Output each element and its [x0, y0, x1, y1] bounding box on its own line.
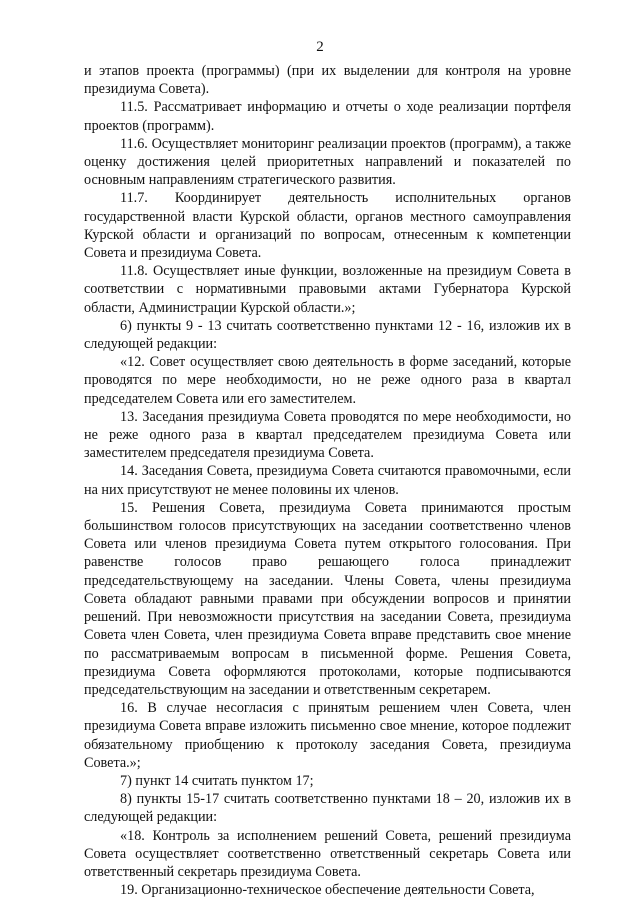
paragraph-11-6: 11.6. Осуществляет мониторинг реализации проектов (программ), а также оценку достижения целей приоритетных направлений и показателей по основным направлениям стратегического развития. [84, 135, 571, 189]
paragraph-19: 19. Организационно-техническое обеспечение деятельности Совета, [120, 882, 535, 899]
paragraph-14: 14. Заседания Совета, президиума Совета считаются правомочными, если на них присутствуют не менее половины их членов. [84, 463, 571, 498]
paragraph-12: «12. Совет осуществляет свою деятельность в форме заседаний, которые проводятся по мере необходимости, но не реже одного раза в квартал председателем Совета или его заместителем. [84, 354, 571, 407]
paragraph-item-7: 7) пункт 14 считать пунктом 17; [120, 772, 314, 789]
paragraph-11-7: 11.7. Координирует деятельность исполнительных органов государственной власти Курской области, органов местного самоуправления Курской области и организаций по вопросам, отнесенным к компетенции Совета и президиума Совета. [84, 190, 571, 262]
document-body [84, 62, 571, 899]
paragraph-13: 13. Заседания президиума Совета проводятся по мере необходимости, но не реже одного раза в квартал председателем президиума Совета или заместителем председателя президиума Совета. [84, 408, 571, 462]
paragraph-16: 16. В случае несогласия с принятым решением член Совета, член президиума Совета вправе изложить письменно свое мнение, которое подлежит обязательному приобщению к протоколу заседания Совета, президиума Совета.»; [84, 700, 571, 771]
page-number: 2 [316, 39, 324, 55]
paragraph-item-8: 8) пункты 15-17 считать соответственно пунктами 18 – 20, изложив их в следующей редакции: [84, 791, 571, 826]
paragraph-11-8: 11.8. Осуществляет иные функции, возложенные на президиум Совета в соответствии с нормативными правовыми актами Губернатора Курской области, Администрации Курской области.»; [84, 263, 571, 316]
paragraph-15: 15. Решения Совета, президиума Совета принимаются простым большинством голосов присутствующих на заседании соответственно членов Совета или членов президиума Совета путем открытого голосования. При равенстве голосов право решающего голоса принадлежит председательствующему на заседании. Члены Совета, члены президиума Совета обладают равными правами при обсуждении вопросов и принятии решений. При невозможности присутствия на заседании Совета, президиума Совета член Совета, член президиума Совета вправе представить свое мнение по рассматриваемым вопросам в письменной форме. Решения Совета, президиума Совета оформляются протоколами, которые подписываются председательствующим на заседании и ответственным секретарем. [84, 499, 571, 698]
paragraph-item-6: 6) пункты 9 - 13 считать соответственно пунктами 12 - 16, изложив их в следующей редакции: [84, 317, 571, 353]
paragraph-18: «18. Контроль за исполнением решений Совета, решений президиума Совета осуществляет соответственно ответственный секретарь Совета или ответственный секретарь президиума Совета. [84, 827, 571, 880]
paragraph-11-5: 11.5. Рассматривает информацию и отчеты о ходе реализации портфеля проектов (программ). [84, 99, 571, 134]
paragraph-continuation: и этапов проекта (программы) (при их выделении для контроля на уровне президиума Совета). [84, 63, 571, 98]
